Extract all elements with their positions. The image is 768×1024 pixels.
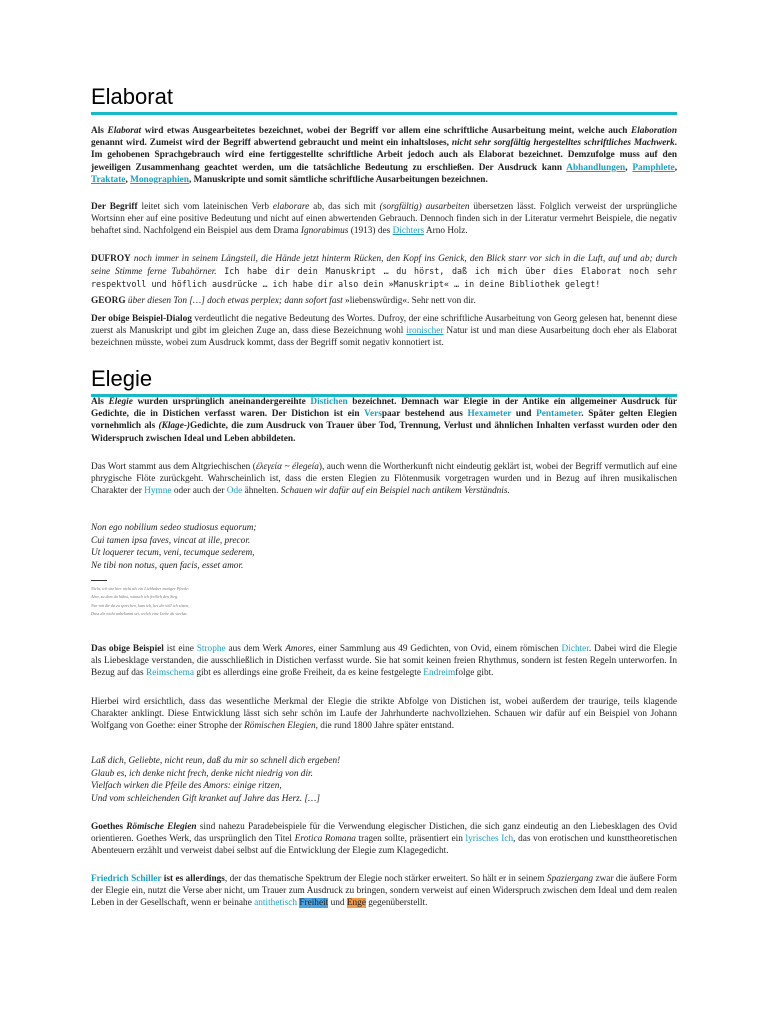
poem-line: Non ego nobilium sedeo studiosus equorum; (91, 523, 257, 533)
translation-line: Aber, zu dem du hältst, wünsch ich freilich den Sieg. (91, 594, 179, 600)
link-dichter[interactable]: Dichter (561, 644, 589, 654)
poem-line: Vielfach wirken die Pfeile des Amors: einige ritzen, (91, 781, 282, 792)
text: und (328, 898, 347, 909)
text: Elaborat (107, 126, 142, 136)
text: noch immer in seinem Längsteil, die Hände jetzt hinterm Rücken, den Kopf ins Genick, den Blick starr vor sich in die Luft, auf und ab; durch seine Stimme ferne Tubahörner. (91, 254, 677, 278)
text: Spaziergang (546, 874, 594, 884)
text: Als (91, 397, 109, 407)
text: zwar die äußere Form der Elegie ein, nutzt die Verse aber nicht, um Trauer zum Ausdruck zu bringen, sondern verweist auf einen Widerspruch zwischen dem Ideal und dem realen Leben in der Gesellschaft, wenn er beinahe (91, 874, 677, 909)
text: sind nahezu Paradebeispiele für die Verwendung elegischer Distichen, die sich ganz eindeutig an den Liebesklagen des Ovid orientieren. Goethes Werk, das ursprünglich den Titel (91, 822, 677, 845)
text: leitet sich vom lateinischen Verb (137, 202, 273, 212)
text: »liebenswürdig«. Sehr nett von dir. (342, 296, 476, 306)
text: gegenüberstellt. (365, 898, 428, 909)
link-reimschema[interactable]: Reimschema (146, 668, 195, 679)
text: Arno Holz. (424, 226, 468, 237)
elaborat-paragraph-5 (91, 313, 677, 350)
translation-line: Nicht, ich sitz hier nicht als ein Liebhaber mutiger Pferde: (91, 586, 190, 591)
text: wurden ursprünglich aneinandergereihte (132, 397, 311, 407)
text: . Später gelten Elegien vornehmlich als (91, 409, 677, 432)
text: oder auch der (171, 486, 227, 497)
text: , Manuskripte und somit sämtliche schriftliche Ausarbeitungen bezeichnen. (188, 174, 488, 185)
poem-line: Ut loquerer tecum, veni, tecumque sederem, (91, 548, 255, 559)
text: , einer Sammlung aus 49 Gedichten, von Ovid, einem römischen (313, 644, 562, 654)
link-ironischer[interactable]: ironischer (406, 326, 444, 337)
text: paar bestehend aus (381, 409, 468, 420)
text: GEORG (91, 296, 126, 306)
text: noch sehr respektvoll und höflich ausdrücke (91, 266, 677, 290)
link-distichen[interactable]: Distichen (310, 397, 348, 407)
link-endreim[interactable]: Endreim (423, 668, 456, 679)
link-traktate[interactable]: Traktate (91, 174, 126, 185)
text: ἐλεγεία ~ élegeía (255, 462, 319, 472)
text: Natur ist und man diese Ausarbeitung doch eher als Elaborat bezeichnen müsste, wobei zum Ausdruck kommt, dass der Begriff somit negativ konnotiert ist. (91, 326, 677, 349)
text: (1913) des (348, 226, 393, 237)
text: folge gibt. (455, 668, 494, 679)
text: genannt wird. Zumeist wird der Begriff abwertend gebraucht und meint ein inhaltsloses, (91, 138, 452, 149)
link-friedrich-schiller[interactable]: Friedrich Schiller (91, 874, 162, 884)
link-hexameter[interactable]: Hexameter (467, 409, 512, 420)
text: elaborare (272, 202, 310, 212)
highlight-enge: Enge (346, 898, 366, 909)
link-abhandlungen[interactable]: Abhandlungen (566, 162, 626, 173)
text: , der das thematische Spektrum der Elegie noch stärker erweitert. So hält er in seinem (224, 874, 547, 884)
poem-goethe (91, 755, 677, 805)
elegie-paragraph-5 (91, 821, 677, 858)
text: Elegie (108, 397, 133, 407)
text: gibt es allerdings eine große Freiheit, da es keine festgelegte (194, 668, 424, 679)
link-strophe[interactable]: Strophe (196, 644, 226, 654)
poem-line: Cui tamen ipsa faves, vincat at ille, precor. (91, 535, 251, 546)
link-pentameter[interactable]: Pentameter (536, 409, 582, 420)
text: wird etwas Ausgearbeitetes bezeichnet, wobei der Begriff vor allem eine schriftliche Ausarbeitung meint, welche auch (141, 126, 632, 136)
text: (sorgfältig) ausarbeiten (379, 202, 470, 212)
text: bezeichnet. Demnach war Elegie in der Antike ein allgemeiner Ausdruck für Gedichte, die in Distichen verfasst waren. Der Distichon ist ein (91, 397, 677, 420)
text: Ich habe dir dein Manuskript … du hörst, daß ich mich über dies Elaborat (216, 266, 629, 277)
heading-elaborat: Elaborat (91, 84, 677, 115)
text: , (674, 162, 678, 173)
poem-line: Glaub es, ich denke nicht frech, denke nicht niedrig von dir. (91, 768, 313, 779)
text: ähnelten. (242, 486, 281, 497)
poem-line: Und vom schleichenden Gift kranket auf Jahre das Herz. […] (91, 793, 320, 804)
text: Römische Elegien (126, 822, 197, 832)
link-dichters[interactable]: Dichters (392, 226, 425, 237)
text: … ich habe dir also dein »Manuskript« … in deine Bibliothek gelegt! (257, 279, 601, 290)
text: verdeutlicht die negative Bedeutung des Wortes. Dufroy, der eine schriftliche Ausarbeitung von Georg gelesen hat, benennt diese zuerst als Manuskript und gibt im gleichen Zuge an, dass diese Bezeichnung wohl (91, 314, 677, 337)
text: und (511, 409, 537, 420)
text: , das von erotischen und kunsttheoretischen Abenteuern erzählt und verweist dabei selbst auf die Entwicklung der Elegie zum Klagegedicht. (91, 834, 677, 857)
elegie-paragraph-1 (91, 396, 677, 445)
text: Der Begriff (91, 202, 138, 212)
text: ), auch wenn die Wortherkunft nicht eindeutig geklärt ist, wobei der Begriff vermutlich auf eine phrygische Flöte zurückgeht. Wahrscheinlich ist, dass die ersten Elegien zu Flötenmusik vorgetragen wurden und in Bezug auf ihren musikalischen Charakter der (91, 462, 677, 497)
text: Als (91, 126, 108, 136)
separator (91, 580, 107, 581)
heading-elegie: Elegie (91, 366, 677, 397)
text: DUFROY (91, 254, 131, 264)
link-lyrisches-ich[interactable]: lyrisches Ich (465, 834, 514, 845)
text: ist es allerdings (161, 874, 225, 884)
poem-line: Laß dich, Geliebte, nicht reun, daß du mir so schnell dich ergeben! (91, 756, 341, 766)
highlight-freiheit: Freiheit (299, 898, 329, 909)
translation-line: Nur mit dir da zu sprechen, kam ich, bei dir will ich sitzen, (91, 602, 190, 608)
text: übersetzen lässt. Folglich verweist der ursprüngliche Wortsinn eher auf eine positive Bedeutung und nicht auf einen abwertenden Gebrauch. Dennoch finden sich in der Literatur vermehrt Beispiele, die negativ behaftet sind. Nachfolgend ein Beispiel aus dem Drama (91, 202, 678, 237)
text: Das obige Beispiel (91, 644, 164, 654)
text: Römischen Elegien (244, 721, 316, 732)
link-monographien[interactable]: Monographien (130, 174, 189, 185)
link-antithetisch[interactable]: antithetisch (254, 898, 297, 909)
text: über diesen Ton […] doch etwas perplex; dann sofort fast (125, 296, 343, 306)
elegie-paragraph-6 (91, 873, 677, 910)
text: tragen sollte, präsentiert ein (355, 834, 466, 845)
elegie-paragraph-2 (91, 461, 677, 498)
text: aus dem Werk (225, 644, 286, 654)
elaborat-paragraph-1 (91, 125, 677, 186)
link-hymne[interactable]: Hymne (144, 486, 172, 497)
text: Hierbei wird ersichtlich, dass das wesentliche Merkmal der Elegie die strikte Abfolge von Distichen ist, wobei außerdem der traurige, teils klagende Charakter anklingt. Diese Entwicklung lässt sich sehr schön im Laufe der Jahrhunderte nachvollziehen. Schauen wir dafür auf ein Beispiel von Johann Wolfgang von Goethe: einer Strophe der (91, 697, 677, 732)
poem-latin (91, 522, 677, 572)
poem-line: Ne tibi non notus, quen facis, esset amor. (91, 560, 244, 571)
text: Der obige Beispiel-Dialog (91, 314, 192, 324)
text: , (625, 162, 633, 173)
text: Goethes (91, 822, 127, 832)
text: , die rund 1800 Jahre später entstand. (315, 721, 455, 732)
text: . Im gehobenen Sprachgebrauch wird eine fertiggestellte schriftliche Arbeit jedoch auch als Elaborat bezeichnet. Demzufolge muss auf den jeweiligen Zusammenhang geachtet werden, um die tatsächliche Bedeutung zu erschließen. Der Ausdruck kann (91, 138, 677, 173)
link-ode[interactable]: Ode (226, 486, 243, 497)
elegie-paragraph-3 (91, 643, 677, 680)
text: . Dabei wird die Elegie als Liebesklage verstanden, die ausschließlich in Distichen verfasst wurde. Sie hat somit keinen freien Rhythmus, sondern ist festen Regeln unterworfen. In Bezug auf das (91, 644, 677, 679)
text: (Klage-) (158, 421, 191, 432)
text: Schauen wir dafür auf ein Beispiel nach antikem Verständnis. (280, 486, 510, 497)
text: ab, das sich mit (309, 202, 380, 212)
link-vers[interactable]: Vers (364, 409, 382, 420)
translation-line: Dass dir nicht unbekannt sei, welch eine Liebe du weckst. (91, 611, 188, 617)
poem-translation (91, 585, 189, 619)
text: Ignorabimus (300, 226, 349, 237)
text: , (125, 174, 131, 185)
elaborat-paragraph-2 (91, 201, 677, 238)
elegie-paragraph-4 (91, 696, 677, 733)
text: Gedichte, die zum Ausdruck von Trauer über Tod, Trennung, Verlust und ähnlichen Inhalten verfasst wurden oder den Widerspruch zwischen Ideal und Leben abbildeten. (91, 421, 677, 444)
elaborat-paragraph-3 (91, 253, 677, 292)
elaborat-paragraph-4 (91, 295, 677, 307)
text: Das Wort stammt aus dem Altgriechischen ( (91, 462, 256, 472)
text: Elaboration (631, 126, 677, 136)
link-pamphlete[interactable]: Pamphlete (632, 162, 675, 173)
text: Amores (285, 644, 314, 654)
text: nicht sehr sorgfältig hergestelltes schriftliches Machwerk (451, 138, 675, 149)
text: ist eine (163, 644, 197, 654)
text: Erotica Romana (294, 834, 356, 845)
